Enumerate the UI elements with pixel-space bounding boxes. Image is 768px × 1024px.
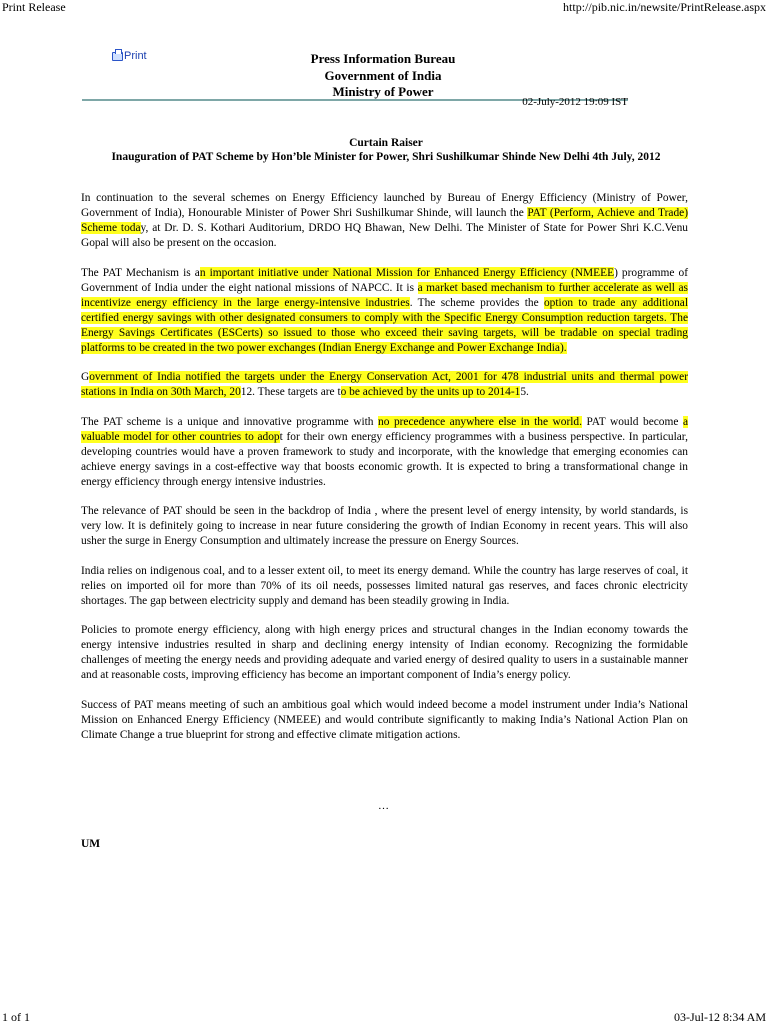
org-heading	[0, 51, 768, 101]
title-line-1: Curtain Raiser	[349, 137, 423, 149]
signature: UM	[81, 838, 101, 850]
paragraph-text: In continuation to the several schemes on Energy Efficiency launched by Bureau of Energy Efficiency (Ministry of Power, Government of India), Honourable Minister of Power Shri Sushilkumar Shinde, will launch the	[81, 192, 688, 219]
paragraph-text: The PAT Mechanism is a	[81, 266, 200, 279]
org-line-3: Ministry of Power	[332, 84, 434, 99]
browser-header-title: Print Release	[2, 0, 66, 14]
paragraph-text: The PAT scheme is a unique and innovative programme with	[81, 415, 379, 428]
paragraph-text: y, at Dr. D. S. Kothari Auditorium, DRDO HQ Bhawan, New Delhi. The Minister of State for Power Shri K.C.Venu Gopal will also be present on the occasion.	[81, 222, 688, 249]
print-link-label: Print	[124, 50, 147, 62]
release-title	[82, 136, 690, 164]
title-line-2: Inauguration of PAT Scheme by Hon’ble Minister for Power, Shri Sushilkumar Shinde New Delhi 4th July, 2012	[111, 151, 661, 163]
highlighted-text: PAT (Perform, Achieve and Trade) Scheme toda	[81, 207, 688, 234]
paragraph-text: t for their own energy efficiency programmes with a business perspective. In particular, developing countries would have a proven framework to study and incorporate, with the knowledge that emerging economies can achieve energy savings in a cost-effective way that boosts economic growth. It is expected to bring a transformational change in energy efficiency through energy intensive industries.	[81, 430, 688, 488]
release-date: 02-July-2012 19:09 IST	[522, 96, 628, 108]
ellipsis: …	[378, 800, 389, 812]
browser-header-url: http://pib.nic.in/newsite/PrintRelease.aspx	[563, 0, 766, 14]
body-paragraph	[81, 415, 688, 490]
body-paragraph	[81, 370, 688, 400]
paragraph-text: Success of PAT means meeting of such an ambitious goal which would indeed become a model instrument under India’s National Mission on Enhanced Energy Efficiency (NMEEE) and would contribute significantly to making India’s National Action Plan on Climate Change a true blueprint for strong and effective climate mitigation actions.	[81, 698, 688, 741]
highlighted-text: o be achieved by the units up to 2014-1	[340, 386, 521, 398]
highlighted-text: a valuable model for other countries to adop	[81, 415, 689, 443]
paragraph-text: PAT would become	[581, 415, 683, 428]
highlighted-text: n important initiative under National Mission for Enhanced Energy Efficiency (NMEEE	[199, 266, 615, 279]
body-paragraph	[81, 698, 688, 743]
org-line-1: Press Information Bureau	[310, 51, 456, 66]
highlighted-text: option to trade any additional certified energy savings with other designated consumers to comply with the Specific Energy Consumption reduction targets. The Energy Savings Certificates (ESCerts) so issued to those who exceed their saving targets, will be tradable on special trading platforms to be created in the two power exchanges (Indian Energy Exchange and Power Exchange India).	[81, 296, 689, 354]
highlighted-text: no precedence anywhere else in the world.	[378, 415, 582, 428]
paragraph-text: 12. These targets are t	[240, 386, 341, 398]
body-paragraph	[81, 266, 688, 356]
body-paragraph	[81, 191, 688, 251]
body-paragraph	[81, 564, 688, 609]
release-body	[81, 191, 688, 757]
paragraph-text: G	[81, 371, 90, 383]
print-timestamp: 03-Jul-12 8:34 AM	[673, 1010, 766, 1024]
paragraph-text: ) programme of Government of India under the eight national missions of NAPCC. It is	[81, 266, 689, 294]
paragraph-text: 5.	[520, 386, 529, 398]
page-count: 1 of 1	[2, 1010, 30, 1024]
paragraph-text: Policies to promote energy efficiency, along with high energy prices and structural changes in the Indian economy towards the energy intensive industries resulted in sharp and declining energy intensity of Indian economy. Recognizing the formidable challenges of meeting the energy needs and providing adequate and varied energy of desired quality to users in a sustainable manner and at reasonable costs, improving efficiency has become an important component of India’s energy policy.	[81, 624, 688, 681]
highlighted-text: overnment of India notified the targets under the Energy Conservation Act, 2001 for 478 industrial units and thermal power stations in India on 30th March, 20	[81, 371, 688, 398]
org-line-2: Government of India	[324, 67, 442, 83]
paragraph-text: India relies on indigenous coal, and to a lesser extent oil, to meet its energy demand. While the country has large reserves of coal, it relies on imported oil for more than 70% of its oil needs, possesses limited natural gas reserves, and faces chronic electricity shortages. The gap between electricity supply and demand has been steadily growing in India.	[81, 564, 688, 607]
paragraph-text: The relevance of PAT should be seen in the backdrop of India , where the present level of energy intensity, by world standards, is very low. It is definitely going to increase in near future considering the growth of Indian Economy in recent years. This will also usher the surge in Energy Consumption and ultimately increase the pressure on Energy Sources.	[81, 505, 688, 547]
body-paragraph	[81, 504, 688, 549]
body-paragraph	[81, 623, 688, 683]
highlighted-text: a market based mechanism to further accelerate as well as incentivize energy efficiency in the large energy-intensive industries	[81, 281, 688, 309]
paragraph-text: . The scheme provides the	[409, 296, 544, 309]
